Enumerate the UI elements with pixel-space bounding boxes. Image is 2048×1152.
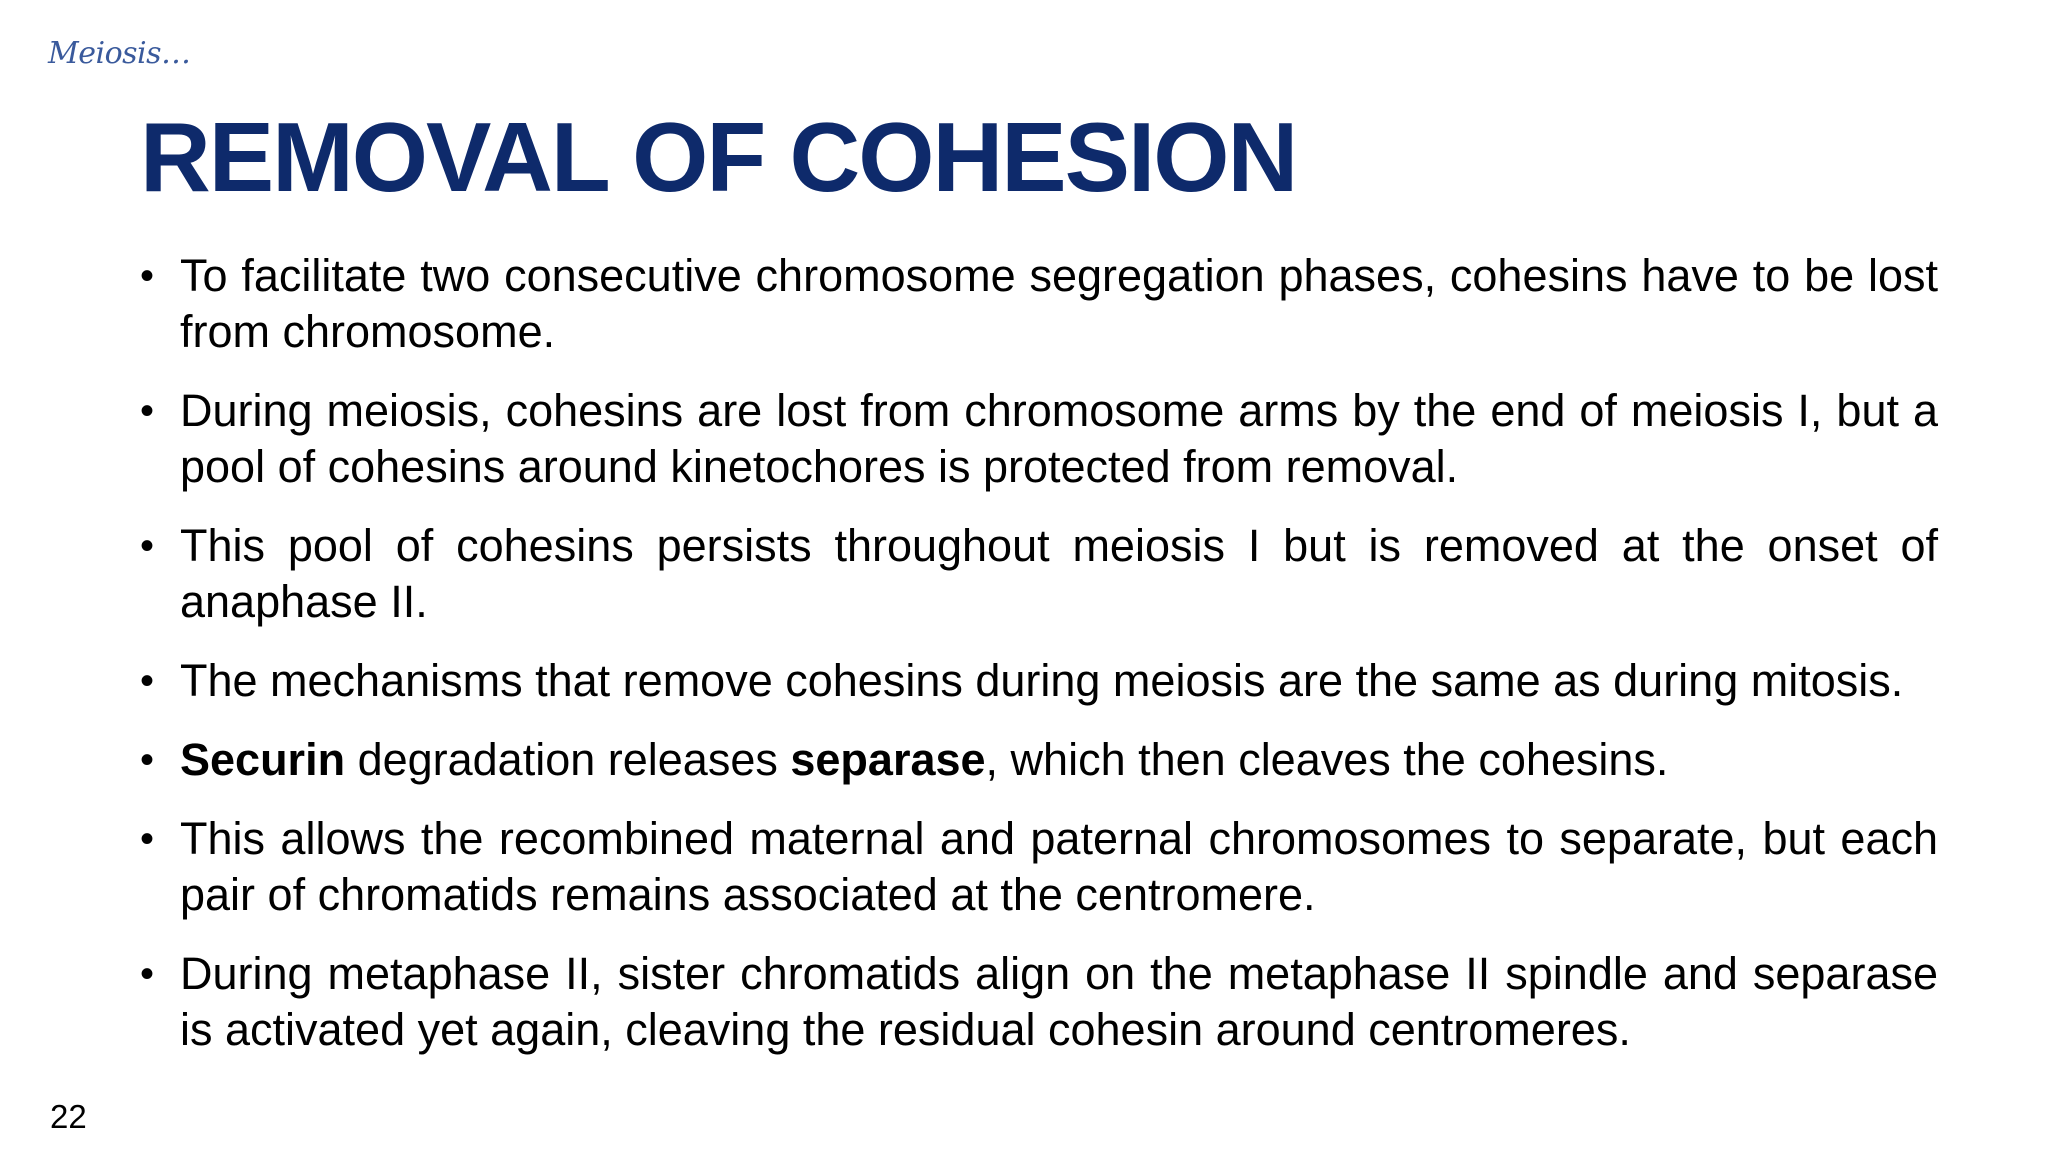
- bullet-item: • During meiosis, cohesins are lost from chromosome arms by the end of meiosis I, but a pool of cohesins around kinetochores is protected from removal.: [140, 383, 1938, 495]
- bullet-item: • To facilitate two consecutive chromosome segregation phases, cohesins have to be lost from chromosome.: [140, 248, 1938, 360]
- bullet-list: [140, 248, 1938, 1081]
- section-label: Meiosis…: [48, 36, 191, 71]
- bullet-item: • The mechanisms that remove cohesins during meiosis are the same as during mitosis.: [140, 653, 1938, 709]
- bullet-text: degradation releases: [345, 734, 791, 785]
- bullet-item-securin: [140, 732, 1938, 788]
- bullet-item: • This allows the recombined maternal and paternal chromosomes to separate, but each pair of chromatids remains associated at the centromere.: [140, 811, 1938, 923]
- term-securin: Securin: [180, 734, 346, 785]
- term-separase: separase: [790, 734, 986, 785]
- bullet-item: • During metaphase II, sister chromatids align on the metaphase II spindle and separase is activated yet again, cleaving the residual cohesin around centromeres.: [140, 946, 1938, 1058]
- slide-title: REMOVAL OF COHESION: [140, 102, 1297, 212]
- page-number: 22: [50, 1098, 87, 1135]
- bullet-item: • This pool of cohesins persists throughout meiosis I but is removed at the onset of anaphase II.: [140, 518, 1938, 630]
- bullet-text: , which then cleaves the cohesins.: [985, 734, 1669, 785]
